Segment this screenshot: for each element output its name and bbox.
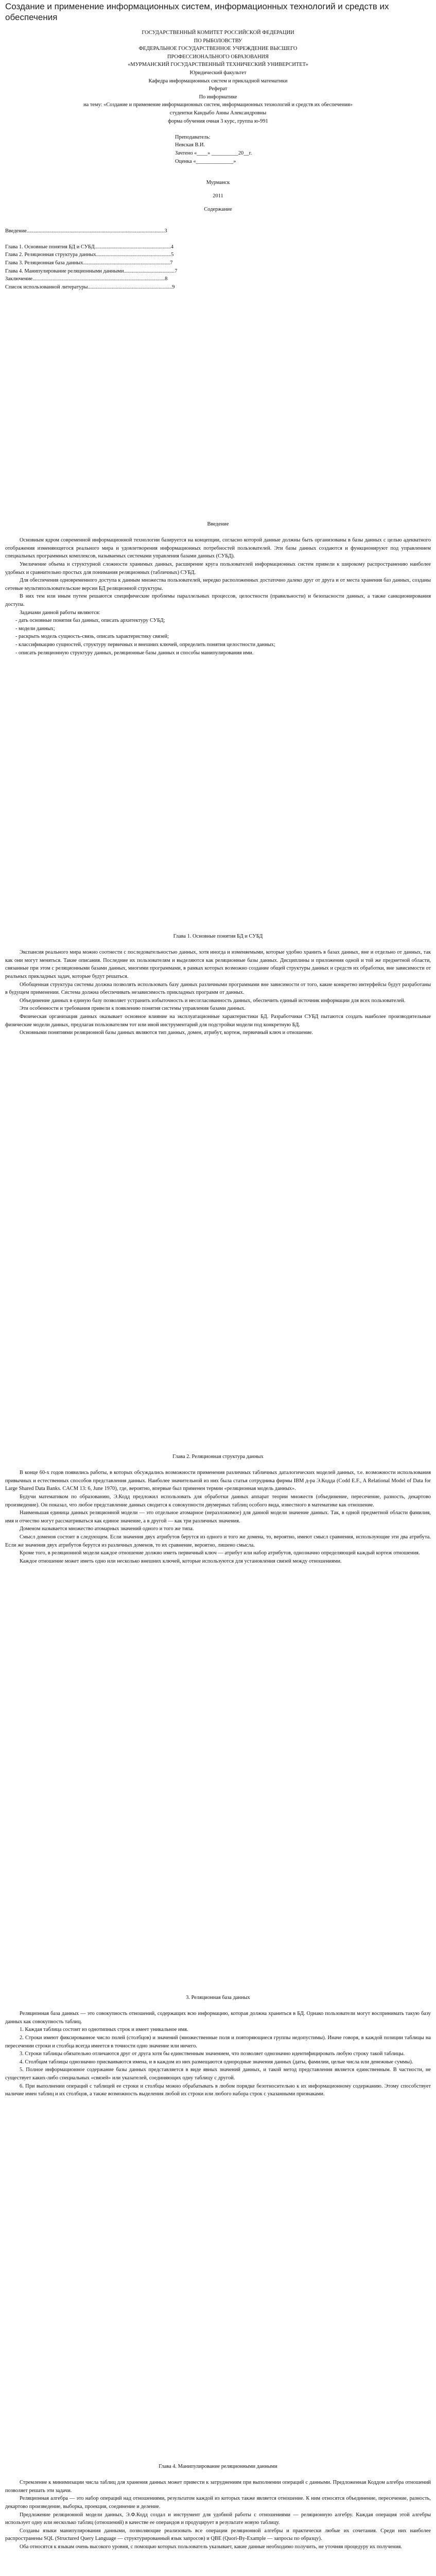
paragraph: Каждое отношение может иметь одно или несколько внешних ключей, которые используются для установления связей между отношениями. <box>20 1558 342 1564</box>
paragraph: 1. Каждая таблица состоит из однотипных строк и имеет уникальное имя. <box>20 2027 188 2033</box>
chapter-3 <box>5 1994 431 2098</box>
cover-line: По информатике <box>199 94 237 100</box>
cover-line: «МУРМАНСКИЙ ГОСУДАРСТВЕННЫЙ ТЕХНИЧЕСКИЙ УНИВЕРСИТЕТ» <box>128 62 308 68</box>
toc-heading: Содержание <box>204 207 232 213</box>
date-line: Зачтено «____» __________20__г. <box>175 150 252 156</box>
list-item: - модели данных; <box>15 625 55 632</box>
section-heading: 3. Реляционная база данных <box>186 1995 250 2001</box>
year: 2011 <box>213 193 223 199</box>
paragraph: Созданы языки манипулирования данными, позволяющие реализовать все операции реляционной алгебры и практически любые их сочетания. Среди них наиболее распространены SQL (Structured Query Language — структурированный язык запросов) и QBE (Quori-By-Example — запросы по образцу). <box>5 2528 431 2542</box>
cover-line: ГОСУДАРСТВЕННЫЙ КОМИТЕТ РОССИЙСКОЙ ФЕДЕРАЦИИ <box>142 30 294 36</box>
paragraph: Кроме того, в реляционной модели каждое отношение должно иметь первичный ключ — атрибут или набор атрибутов, однозначно определяющий каждый кортеж отношения. <box>20 1550 420 1556</box>
cover-line: ПО РЫБОЛОВСТВУ <box>194 38 242 44</box>
toc-item[interactable]: Глава 2. Реляционная структура данных........................................................5 <box>5 252 174 258</box>
cover-line: Юридический факультет <box>189 70 247 76</box>
toc-item[interactable]: Глава 4. Манипулирование реляционными данными......................................7 <box>5 268 178 274</box>
grade-line: Оценка «______________» <box>175 158 236 164</box>
paragraph: Реляционная алгебра — это набор операций над отношениями, результатом каждой из которых также является отношение. К ним относятся объединение, пересечение, разность, декартово произведение, выборка, проекция, соединение и деление. <box>5 2496 431 2510</box>
list-item: - классификацию сущностей, структуру первичных и внешних ключей, определить понятия целостности данных; <box>15 641 275 648</box>
list-item: - дать основные понятия баз данных, описать архитектуру СУБД; <box>15 618 165 624</box>
intro-section <box>5 520 431 657</box>
paragraph: 5. Полное информационное содержание базы данных представляется в виде явных значений данных, и такой метод представления является единственным. В частности, не существует каких-либо специальных «связей» или указателей, соединяющих одну таблицу с другой. <box>5 2067 431 2081</box>
paragraph: Эти особенности и требования привели к появлению понятия системы управления базами данных. <box>20 1006 246 1012</box>
section-heading: Глава 1. Основные понятия БД и СУБД <box>173 934 263 939</box>
chapter-2 <box>5 1453 431 1565</box>
toc-item[interactable]: Список использованной литературы...............................................................9 <box>5 284 175 290</box>
list-item: - раскрыть модель сущность-связь, описать характеристику связей; <box>15 634 169 640</box>
section-heading: Глава 2. Реляционная структура данных <box>172 1454 264 1460</box>
paragraph: Будучи математиком по образованию, Э.Кодд предложил использовать для обработки данных аппарат теории множеств (объединение, пересечение, разность, декартово произведение). Он показал, что любое представление данных сводится к совокупности двумерных таблиц особого вида, известного в математике как отношение. <box>5 1494 431 1508</box>
paragraph: В конце 60-х годов появились работы, в которых обсуждались возможности применения различных табличных даталогических моделей данных, т.е. возможности использования привычных и естественных способов представления данных. Наиболее значительной из них была статья сотрудника фирмы IBM д-ра Э.Кодда (Codd E.F., A Relational Model of Data for Large Shared Data Banks. CACM 13: 6, June 1970), где, вероятно, впервые был применен термин «реляционная модель данных». <box>5 1470 431 1492</box>
paragraph: Основными понятиями реляционной базы данных являются тип данных, домен, атрибут, кортеж, первичный ключ и отношение. <box>20 1030 313 1036</box>
paragraph: Задачами данной работы являются: <box>20 609 100 616</box>
cover-line: студентки Кандыбо Анны Александровны <box>169 110 267 116</box>
city: Мурманск <box>206 180 230 186</box>
cover-line: на тему: «Создание и применение информационных систем, информационных технологий и средств их обеспечения» <box>83 102 353 108</box>
paragraph: Объединение данных в единую базу позволяет устранить избыточность и несогласованность данных, обеспечить единый источник информации для всех пользователей. <box>20 997 406 1004</box>
title-page <box>5 29 431 291</box>
paragraph: В них тем или иным путем решаются специфические проблемы параллельных процессов, целостности (правильности) и безопасности данных, а также санкционирования доступа. <box>5 594 431 607</box>
chapter-1 <box>5 933 431 1037</box>
paragraph: Увеличение объема и структурной сложности хранимых данных, расширение круга пользователей информационных систем привели к широкому распространению наиболее удобных и сравнительно простых для понимания реляционных (табличных) СУБД. <box>5 561 431 575</box>
paragraph: Доменом называется множество атомарных значений одного и того же типа. <box>20 1526 194 1532</box>
paragraph: Предложение реляционной модели данных, Э.Ф.Кодд создал и инструмент для удобной работы с отношениями — реляционную алгебру. Каждая операция этой алгебры использует одну или несколько таблиц (отношений) в качестве ее операндов и продуцирует в результате новую таблицу. <box>5 2512 431 2526</box>
paragraph: 6. При выполнении операций с таблицей ее строки и столбцы можно обрабатывать в любом порядке безотносительно к их информационному содержанию. Этому способствует наличие имен таблиц и их столбцов, а также возможность выделения любой их строки или любого набора строк с указанными признаками. <box>5 2083 431 2097</box>
cover-line: ПРОФЕССИОНАЛЬНОГО ОБРАЗОВАНИЯ <box>167 54 269 60</box>
toc-item[interactable]: Глава 1. Основные понятия БД и СУБД.........................................................4 <box>5 244 173 250</box>
paragraph: Оба относятся к языкам очень высокого уровня, с помощью которых пользователь указывает, какие данные необходимо получить, не уточняя процедуру их получения. <box>20 2544 403 2550</box>
cover-line: форма обучения очная 3 курс, группа ю-991 <box>168 118 268 124</box>
section-heading: Введение <box>207 521 229 527</box>
toc-item[interactable]: Глава 3. Реляционная база данных.................................................................7 <box>5 260 173 266</box>
paragraph: Физическая организация данных оказывает основное влияние на эксплуатационные характеристики БД. Разработчики СУБД пытаются создать наиболее производительные физические модели данных, предлагая пользователям тот или иной инструментарий для подстройки модели под конкретную БД. <box>5 1013 431 1028</box>
paragraph: Обобщенная структура системы должна позволять использовать базу данных различными программами вне зависимости от того, какие конкретно интерфейсы будут разработаны в будущем применении. Система должна обеспечивать независимость прикладных программ от данных. <box>5 981 431 996</box>
paragraph: Реляционная база данных — это совокупность отношений, содержащих всю информацию, которая должна храниться в БД. Однако пользователи могут воспринимать такую базу данных как совокупность таблиц. <box>5 2011 431 2025</box>
list-item: - описать реляционную структуру данных, реляционные базы данных и способы манипулирования ими. <box>15 650 254 656</box>
paragraph: Стремление к минимизации числа таблиц для хранения данных может привести к затруднениям при выполнении операций с данными. Предложенная Коддом алгебра отношений позволяет решать эти задачи. <box>5 2480 431 2494</box>
section-heading: Глава 4. Манипулирование реляционными данными <box>159 2464 277 2469</box>
paragraph: 2. Строки имеют фиксированное число полей (столбцов) и значений (множественные поля и повторяющиеся группы недопустимы). Иначе говоря, в каждой позиции таблицы на пересечении строки и столбца всегда имеется в точности одно значение или ничего. <box>5 2035 431 2049</box>
paragraph: 4. Столбцам таблицы однозначно присваиваются имена, и в каждом из них размещаются однородные значения данных (даты, фамилии, целые числа или денежные суммы). <box>20 2059 413 2065</box>
cover-line: ФЕДЕРАЛЬНОЕ ГОСУДАРСТВЕННОЕ УЧРЕЖДЕНИЕ ВЫСШЕГО <box>138 46 298 52</box>
toc-item[interactable]: Введение.......................................................................................................3 <box>5 228 167 234</box>
paragraph: Экспансия реального мира можно соотнести с последовательностью данных, хотя иногда и изменяемыми, которые удобно хранить в базах данных, вне и отдельно от данных, так как они могут меняться. Такие описания. Последние их пользователям и выделяются как реляционные базы данных. Дисциплины и приложения одной и той же предметной области, связанные при этом с реляционными базами данных, многими программами, в рамках которых возможно создание общей структуры данных и средств их обработки, вне зависимости от реальных прикладных задач, которые будут решаться. <box>5 950 431 979</box>
paragraph: Наименьшая единица данных реляционной модели — это отдельное атомарное (неразложимое) для данной модели значение данных. Так, в одной предметной области фамилия, имя и отчество могут рассматриваться как единое значение, а в другой — как три различных значения. <box>5 1510 431 1524</box>
chapter-4 <box>5 2463 431 2551</box>
paragraph: Основным ядром современной информационной технологии базируется на концепции, согласно которой данные должны быть организованы в базы данных с целью адекватного отображения изменяющегося реального мира и удовлетворения информационных потребностей пользователей. Эти базы данных создаются и функционируют под управлением специальных программных комплексов, называемых системами управления базами данных (СУБД). <box>5 537 431 560</box>
cover-line: Реферат <box>208 86 228 92</box>
cover-line: Кафедра информационных систем и прикладной математики <box>148 78 288 84</box>
toc-item[interactable]: Заключение...................................................................................................8 <box>5 276 168 282</box>
checker-name: Невская В.И. <box>175 142 205 148</box>
checker-label: Преподаватель: <box>175 134 211 140</box>
paragraph: Смысл доменов состоит в следующем. Если значения двух атрибутов берутся из одного и того же домена, то, вероятно, имеют смысл сравнения, использующие эти два атрибута. Если же значения двух атрибутов берутся из различных доменов, то их сравнение, вероятно, лишено смысла. <box>5 1534 431 1548</box>
paragraph: 3. Строки таблицы обязательно отличаются друг от друга хотя бы единственным значением, что позволяет однозначно идентифицировать любую строку такой таблицы. <box>20 2051 405 2057</box>
paragraph: Для обеспечения одновременного доступа к данным множества пользователей, нередко расположенных достаточно далеко друг от друга и от места хранения баз данных, созданы сетевые мультипользовательские версии БД реляционной структуры. <box>5 578 431 591</box>
cover-lines <box>5 29 431 125</box>
document-title: Создание и применение информационных систем, информационных технологий и средств их обеспечения <box>5 2 389 22</box>
